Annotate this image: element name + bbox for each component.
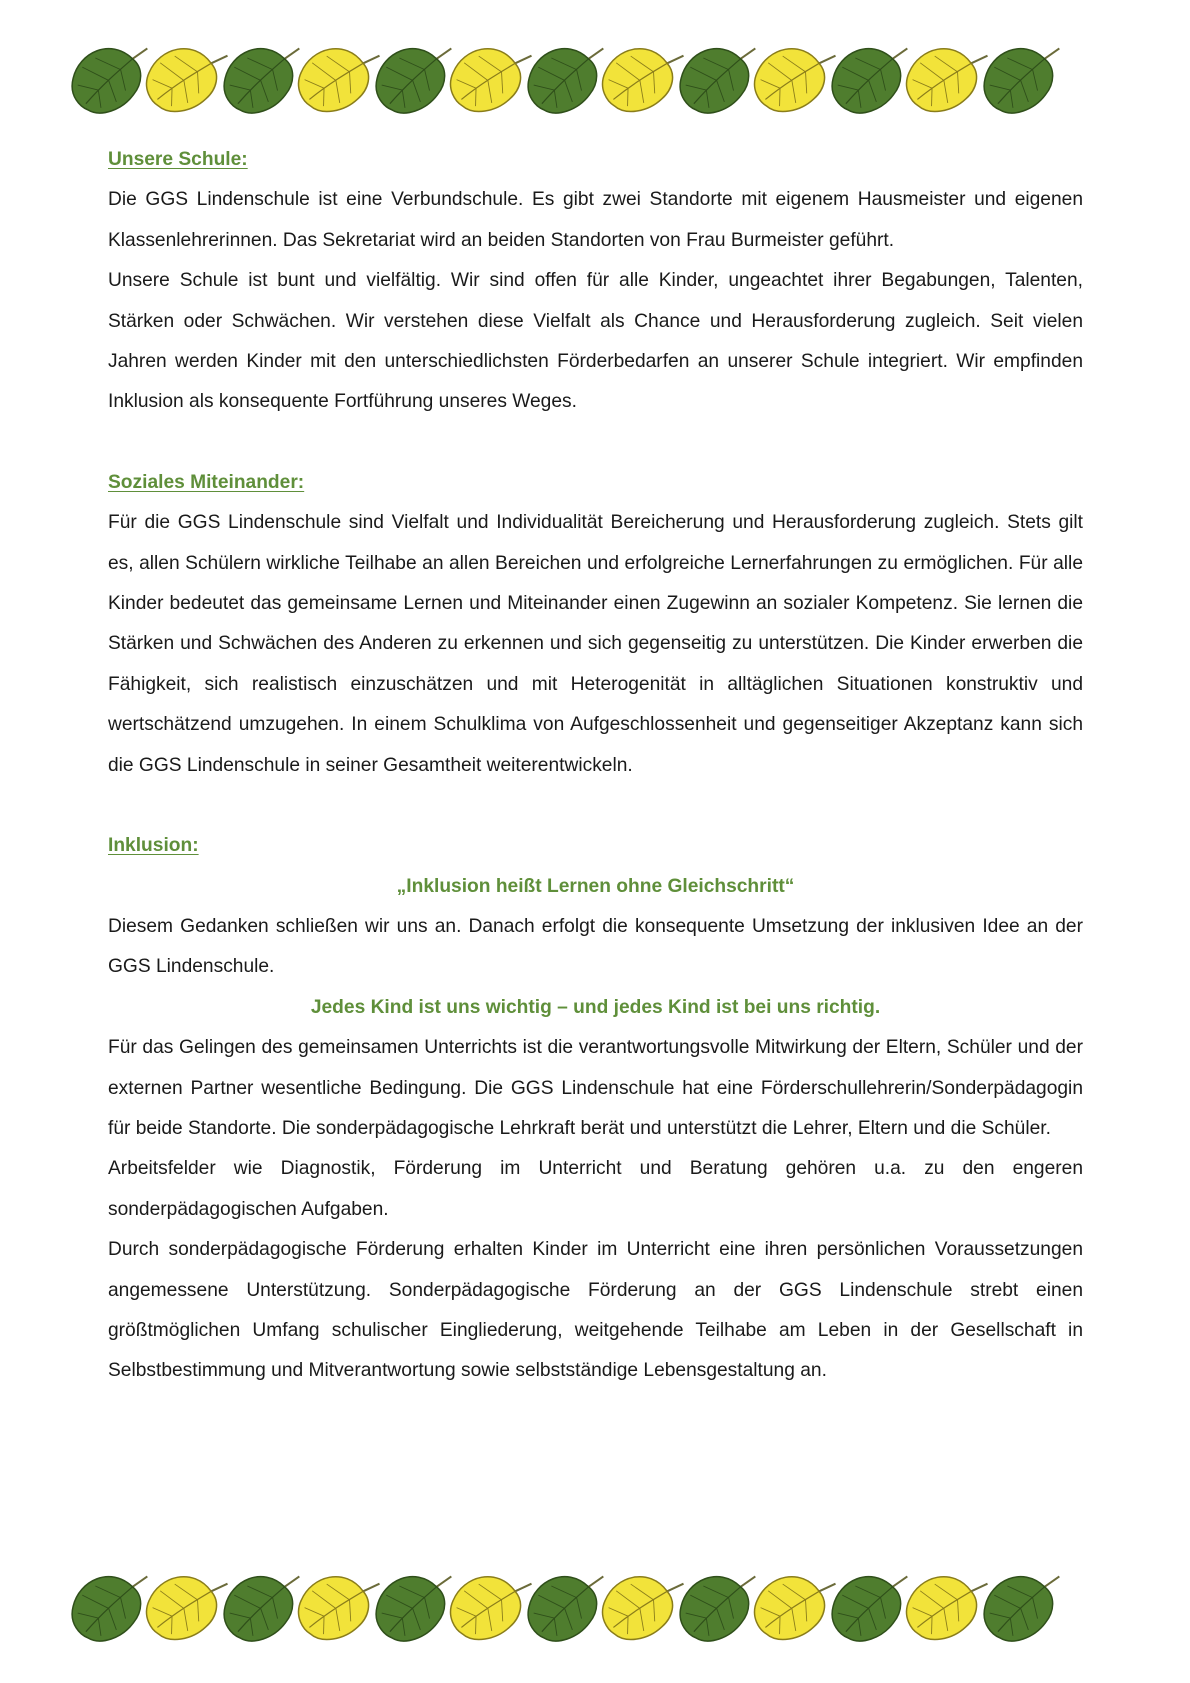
section-heading: Inklusion: xyxy=(108,835,199,857)
section-soziales-miteinander xyxy=(108,463,1083,786)
paragraph: Für das Gelingen des gemeinsamen Unterrichts ist die verantwortungsvolle Mitwirkung der Eltern, Schüler und der externen Partner wesentliche Bedingung. Die GGS Lindenschule hat eine Förderschullehrerin/Sonderpädagogin für beide Standorte. Die sonderpädagogische Lehrkraft berät und unterstützt die Lehrer, Eltern und die Schüler. xyxy=(108,1037,1083,1139)
leaf-garland-icon xyxy=(70,30,1130,122)
section-heading: Unsere Schule: xyxy=(108,149,248,170)
paragraph: Durch sonderpädagogische Förderung erhalten Kinder im Unterricht eine ihren persönlichen Voraussetzungen angemessene Unterstützung. Sonderpädagogische Förderung an der GGS Lindenschule strebt einen größtmöglichen Umfang schulischer Eingliederung, weitgehende Teilhabe am Leben in der Gesellschaft in Selbstbestimmung und Mitverantwortung sowie selbstständige Lebensgestaltung an. xyxy=(108,1239,1083,1382)
section-inklusion xyxy=(108,826,1083,1392)
motto-line: Jedes Kind ist uns wichtig – und jedes Kind ist bei uns richtig. xyxy=(310,996,881,1018)
paragraph: Unsere Schule ist bunt und vielfältig. Wir sind offen für alle Kinder, ungeachtet ihrer Begabungen, Talenten, Stärken oder Schwächen. Wir verstehen diese Vielfalt als Chance und Herausforderung zugleich. Seit vielen Jahren werden Kinder mit den unterschiedlichsten Förderbedarfen an unserer Schule integriert. Wir empfinden Inklusion als konsequente Fortführung unseres Weges. xyxy=(108,270,1083,413)
section-unsere-schule xyxy=(108,140,1083,423)
paragraph: Die GGS Lindenschule ist eine Verbundschule. Es gibt zwei Standorte mit eigenem Hausmeister und eigenen Klassenlehrerinnen. Das Sekretariat wird an beiden Standorten von Frau Burmeister geführt. xyxy=(108,189,1083,251)
paragraph: Arbeitsfelder wie Diagnostik, Förderung im Unterricht und Beratung gehören u.a. zu den engeren sonderpädagogischen Aufgaben. xyxy=(108,1158,1083,1220)
leaf-garland-icon xyxy=(70,1558,1130,1650)
paragraph: Diesem Gedanken schließen wir uns an. Danach erfolgt die konsequente Umsetzung der inklusiven Idee an der GGS Lindenschule. xyxy=(108,915,1083,978)
section-heading: Soziales Miteinander: xyxy=(108,471,305,493)
document-body xyxy=(108,140,1083,1392)
green-leaf-icon xyxy=(971,1558,1078,1650)
green-leaf-icon xyxy=(971,30,1078,122)
top-leaf-border xyxy=(70,30,1130,122)
inklusion-quote: „Inklusion heißt Lernen ohne Gleichschritt“ xyxy=(396,875,795,897)
paragraph: Für die GGS Lindenschule sind Vielfalt und Individualität Bereicherung und Herausforderung zugleich. Stets gilt es, allen Schülern wirkliche Teilhabe an allen Bereichen und erfolgreiche Lernerfahrungen zu ermöglichen. Für alle Kinder bedeutet das gemeinsame Lernen und Miteinander einen Zugewinn an sozialer Kompetenz. Sie lernen die Stärken und Schwächen des Anderen zu erkennen und sich gegenseitig zu unterstützen. Die Kinder erwerben die Fähigkeit, sich realistisch einzuschätzen und mit Heterogenität in alltäglichen Situationen konstruktiv und wertschätzend umzugehen. In einem Schulklima von Aufgeschlossenheit und gegenseitiger Akzeptanz kann sich die GGS Lindenschule in seiner Gesamtheit weiterentwickeln. xyxy=(108,512,1083,776)
bottom-leaf-border xyxy=(70,1558,1130,1650)
